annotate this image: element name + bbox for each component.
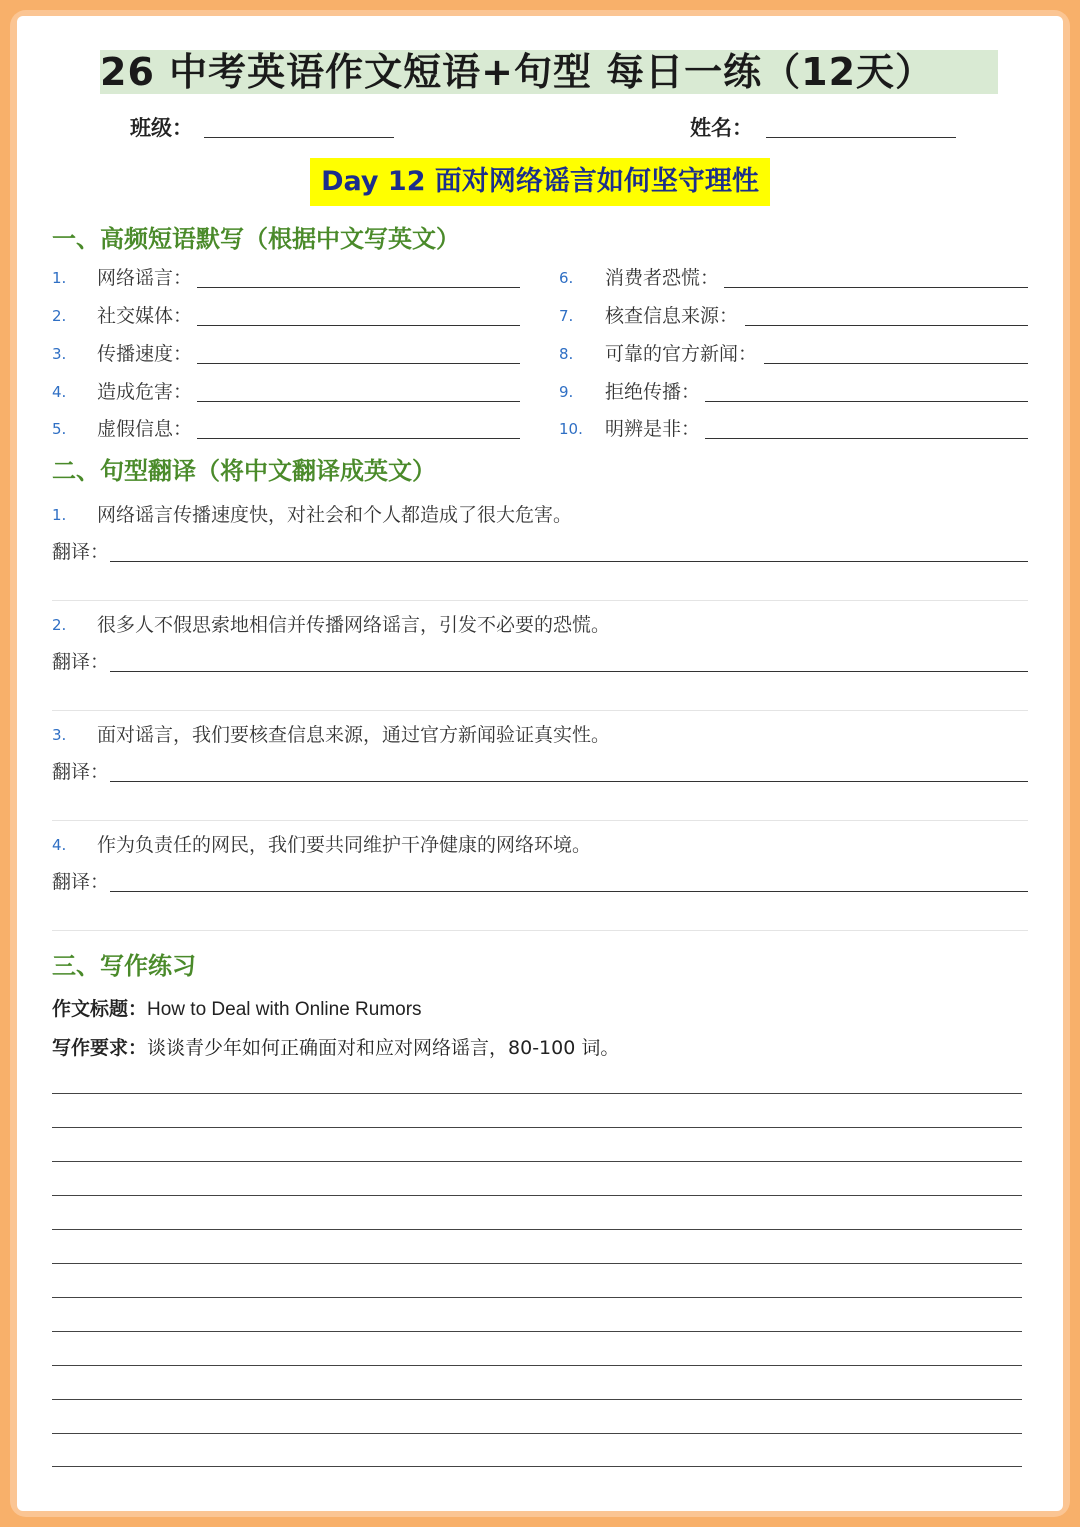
phrase-item [559, 377, 1029, 407]
translate-line[interactable] [110, 891, 1028, 892]
phrase-item [52, 301, 522, 331]
item-number: 4. [52, 836, 67, 854]
writing-line[interactable] [52, 1093, 1022, 1094]
class-field[interactable] [204, 137, 394, 138]
essay-topic-label: 作文标题： [52, 998, 148, 1020]
writing-line[interactable] [52, 1263, 1022, 1264]
name-label: 姓名： [690, 115, 753, 140]
sentence-item [52, 610, 1028, 640]
phrase-item [559, 301, 1029, 331]
name-field[interactable] [766, 137, 956, 138]
answer-line[interactable] [724, 287, 1028, 288]
phrase-item [52, 339, 522, 369]
translate-label: 翻译： [52, 541, 110, 563]
divider [52, 930, 1028, 931]
translate-label: 翻译： [52, 871, 110, 893]
divider [52, 820, 1028, 821]
writing-line[interactable] [52, 1297, 1022, 1298]
item-number: 1. [52, 269, 67, 287]
item-number: 9. [559, 383, 574, 401]
sentence-prompt: 作为负责任的网民，我们要共同维护干净健康的网络环境。 [97, 834, 592, 856]
essay-topic [52, 994, 422, 1025]
answer-line[interactable] [197, 363, 520, 364]
item-number: 3. [52, 726, 67, 744]
translate-line[interactable] [110, 671, 1028, 672]
phrase-prompt: 拒绝传播： [605, 381, 701, 403]
writing-line[interactable] [52, 1127, 1022, 1128]
writing-line[interactable] [52, 1195, 1022, 1196]
item-number: 2. [52, 616, 67, 634]
answer-line[interactable] [705, 401, 1028, 402]
essay-requirement-label: 写作要求： [52, 1037, 148, 1059]
answer-line[interactable] [705, 438, 1028, 439]
sentence-prompt: 面对谣言，我们要核查信息来源，通过官方新闻验证真实性。 [97, 724, 611, 746]
section2-heading: 二、句型翻译（将中文翻译成英文） [52, 457, 436, 485]
item-number: 10. [559, 420, 583, 438]
writing-line[interactable] [52, 1365, 1022, 1366]
answer-line[interactable] [197, 401, 520, 402]
answer-line[interactable] [764, 363, 1028, 364]
sentence-item [52, 830, 1028, 860]
sentence-item [52, 500, 1028, 530]
answer-line[interactable] [197, 438, 520, 439]
phrase-item [52, 263, 522, 293]
phrase-prompt: 虚假信息： [97, 418, 193, 440]
sentence-prompt: 网络谣言传播速度快，对社会和个人都造成了很大危害。 [97, 504, 573, 526]
phrase-prompt: 造成危害： [97, 381, 193, 403]
phrase-item [559, 414, 1029, 444]
worksheet-title: 26 中考英语作文短语+句型 每日一练（12天） [100, 50, 998, 94]
phrase-prompt: 网络谣言： [97, 267, 193, 289]
day-banner: Day 12 面对网络谣言如何坚守理性 [310, 158, 770, 206]
phrase-prompt: 消费者恐慌： [605, 267, 720, 289]
item-number: 7. [559, 307, 574, 325]
section1-heading: 一、高频短语默写（根据中文写英文） [52, 225, 460, 253]
translate-row [52, 757, 1028, 787]
phrase-item [52, 414, 522, 444]
sentence-item [52, 720, 1028, 750]
translate-label: 翻译： [52, 761, 110, 783]
item-number: 3. [52, 345, 67, 363]
writing-line[interactable] [52, 1161, 1022, 1162]
translate-row [52, 537, 1028, 567]
class-label: 班级： [130, 115, 193, 140]
phrase-prompt: 核查信息来源： [605, 305, 739, 327]
writing-line[interactable] [52, 1399, 1022, 1400]
writing-line[interactable] [52, 1466, 1022, 1467]
translate-line[interactable] [110, 561, 1028, 562]
divider [52, 600, 1028, 601]
writing-line[interactable] [52, 1433, 1022, 1434]
translate-label: 翻译： [52, 651, 110, 673]
translate-row [52, 647, 1028, 677]
item-number: 5. [52, 420, 67, 438]
item-number: 2. [52, 307, 67, 325]
phrase-prompt: 可靠的官方新闻： [605, 343, 758, 365]
answer-line[interactable] [745, 325, 1028, 326]
phrase-item [559, 263, 1029, 293]
essay-topic-text: How to Deal with Online Rumors [147, 999, 422, 1020]
essay-requirement [52, 1033, 619, 1063]
phrase-prompt: 传播速度： [97, 343, 193, 365]
phrase-prompt: 社交媒体： [97, 305, 193, 327]
divider [52, 710, 1028, 711]
answer-line[interactable] [197, 325, 520, 326]
essay-requirement-text: 谈谈青少年如何正确面对和应对网络谣言，80-100 词。 [147, 1037, 620, 1059]
writing-line[interactable] [52, 1229, 1022, 1230]
phrase-item [52, 377, 522, 407]
item-number: 8. [559, 345, 574, 363]
phrase-prompt: 明辨是非： [605, 418, 701, 440]
phrase-item [559, 339, 1029, 369]
translate-line[interactable] [110, 781, 1028, 782]
item-number: 1. [52, 506, 67, 524]
section3-heading: 三、写作练习 [52, 952, 196, 980]
translate-row [52, 867, 1028, 897]
item-number: 4. [52, 383, 67, 401]
sentence-prompt: 很多人不假思索地相信并传播网络谣言，引发不必要的恐慌。 [97, 614, 611, 636]
item-number: 6. [559, 269, 574, 287]
answer-line[interactable] [197, 287, 520, 288]
writing-line[interactable] [52, 1331, 1022, 1332]
